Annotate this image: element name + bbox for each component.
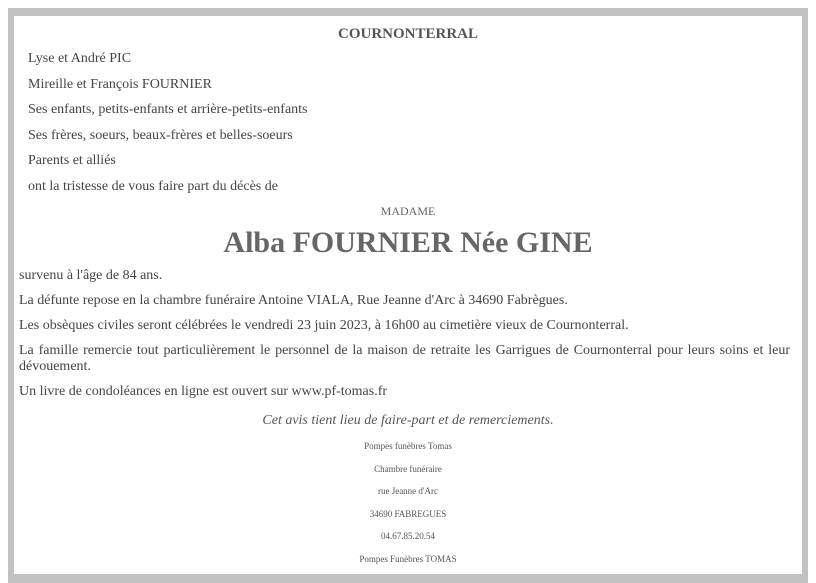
footer-line: Pompes Funèbres TOMAS	[359, 553, 457, 564]
family-line: Ses enfants, petits-enfants et arrière-petits-enfants	[28, 102, 308, 118]
family-line: Parents et alliés	[28, 153, 116, 169]
footer-line: rue Jeanne d'Arc	[377, 486, 439, 496]
deceased-name: Alba FOURNIER Née GINE	[223, 226, 593, 259]
town-heading: COURNONTERRAL	[337, 26, 478, 42]
notice-body	[19, 268, 790, 409]
footer-phone: 04.67.85.20.54	[381, 531, 435, 541]
funeral-home-info	[14, 440, 802, 575]
footer-line: 34690 FABREGUES	[369, 508, 447, 519]
thanks-line: La famille remercie tout particulièrement le personnel de la maison de retraite les Garrigues de Cournonterral pour leurs soins et leur dévouement.	[19, 343, 790, 374]
family-list	[28, 49, 308, 203]
footer-line: Chambre funéraire	[374, 463, 442, 474]
deceased-title: MADAME	[380, 204, 436, 218]
closing-line: Cet avis tient lieu de faire-part et de remerciements.	[262, 413, 554, 428]
family-line: Mireille et François FOURNIER	[28, 76, 212, 92]
condolence-line: Un livre de condoléances en ligne est ouvert sur www.pf-tomas.fr	[19, 384, 388, 399]
age-line: survenu à l'âge de 84 ans.	[19, 268, 163, 283]
funeral-line: Les obsèques civiles seront célébrées le vendredi 23 juin 2023, à 16h00 au cimetière vieux de Cournonterral.	[19, 318, 629, 333]
family-line: Ses frères, soeurs, beaux-frères et belles-soeurs	[28, 127, 293, 143]
family-line: ont la tristesse de vous faire part du décès de	[28, 178, 278, 194]
viewing-line: La défunte repose en la chambre funéraire Antoine VIALA, Rue Jeanne d'Arc à 34690 Fabrègues.	[19, 293, 568, 308]
footer-line: Pompes funèbres Tomas	[364, 441, 452, 451]
death-notice	[14, 16, 802, 574]
family-line: Lyse et André PIC	[28, 51, 132, 66]
